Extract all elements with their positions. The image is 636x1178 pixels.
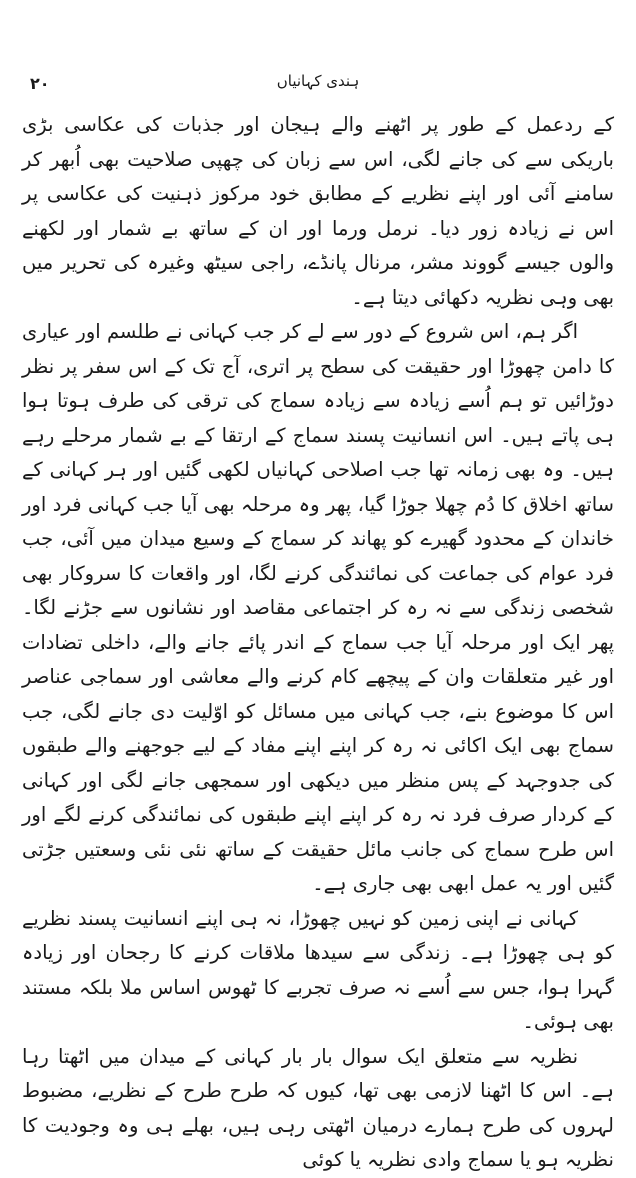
paragraph: کہانی نے اپنی زمین کو نہیں چھوڑا، نہ ہی اپنے انسانیت پسند نظریے کو ہی چھوڑا ہے۔ زندگی سے سیدھا ملاقات کرنے کا رجحان اور زیادہ گہرا ہوا، جس سے اُسے نہ صرف تجربے کا ٹھوس اساس ملا بلکہ مستند بھی ہوئی۔ (22, 906, 614, 1033)
paragraph: کے ردعمل کے طور پر اٹھنے والے ہیجان اور جذبات کی عکاسی بڑی باریکی سے کی جانے لگی، اس سے زبان کی چھپی صلاحیت بھی اُبھر کر سامنے آئی اور اپنے نظریے کے مطابق خود مرکوز ذہنیت کی عکاسی پر اس نے زیادہ زور دیا۔ نرمل ورما اور ان کے ساتھ بے شمار اور لکھنے والوں جیسے گووند مشر، مرنال پانڈے، راجی سیٹھ وغیرہ کی تحریر میں بھی وہی نظریہ دکھائی دیتا ہے۔ (22, 113, 614, 309)
page-number: ۲۰ (30, 74, 50, 93)
paragraph: اگر ہم، اس شروع کے دور سے لے کر جب کہانی نے طلسم اور عیاری کا دامن چھوڑا اور حقیقت کی سطح پر اتری، آج تک کے اس سفر پر نظر دوڑائیں تو ہم اُسے زیادہ سے زیادہ سماج کی ترقی کی طرف ہوتا ہوا ہی پاتے ہیں۔ اس انسانیت پسند سماج کے ارتقا کے بے شمار مرحلے رہے ہیں۔ وہ بھی زمانہ تھا جب اصلاحی کہانیاں لکھی گئیں اور ہر کہانی کے ساتھ اخلاق کا دُم چھلا جوڑا گیا، پھر وہ مرحلہ بھی آیا جب کہانی فرد اور خاندان کے محدود گھیرے کو پھاند کر سماج کے وسیع میدان میں آئی، جب فرد عوام کی جماعت کی نمائندگی کرنے لگا، اور واقعات کا سروکار بھی شخصی زندگی سے نہ رہ کر اجتماعی مقاصد اور نشانوں سے جڑنے لگا۔ پھر ایک اور مرحلہ آیا جب سماج کے اندر پائے جانے والے، داخلی تضادات اور غیر متعلقات وان کے پیچھے کام کرنے والے معاشی اور سماجی عناصر اس کا موضوع بنے، جب کہانی میں مسائل کو اوّلیت دی جانے لگی، جب سماج بھی ایک اکائی نہ رہ کر اپنے اپنے مفاد کے لیے جوجھنے والے طبقوں کی جدوجہد کے پس منظر میں دیکھی اور سمجھی جانے لگی اور کہانی کے کردار صرف فرد نہ رہ کر اپنے اپنے طبقوں کی نمائندگی کرنے لگے اور اس طرح سماج کی جانب مائل حقیقت کے ساتھ نئی نئی وسعتیں جڑتی گئیں اور یہ عمل ابھی بھی جاری ہے۔ (22, 320, 614, 895)
body-text (22, 108, 614, 1178)
running-title: ہندی کہانیاں (276, 72, 360, 90)
paragraph: نظریہ سے متعلق ایک سوال بار بار کہانی کے میدان میں اٹھتا رہا ہے۔ اس کا اٹھنا لازمی بھی تھا، کیوں کہ طرح طرح کے نظریے، مضبوط لہروں کی طرح ہمارے درمیان اٹھتی رہی ہیں، بھلے ہی وہ وجودیت کا نظریہ ہو یا سماج وادی نظریہ یا کوئی (22, 1044, 614, 1171)
page-header (30, 72, 606, 100)
